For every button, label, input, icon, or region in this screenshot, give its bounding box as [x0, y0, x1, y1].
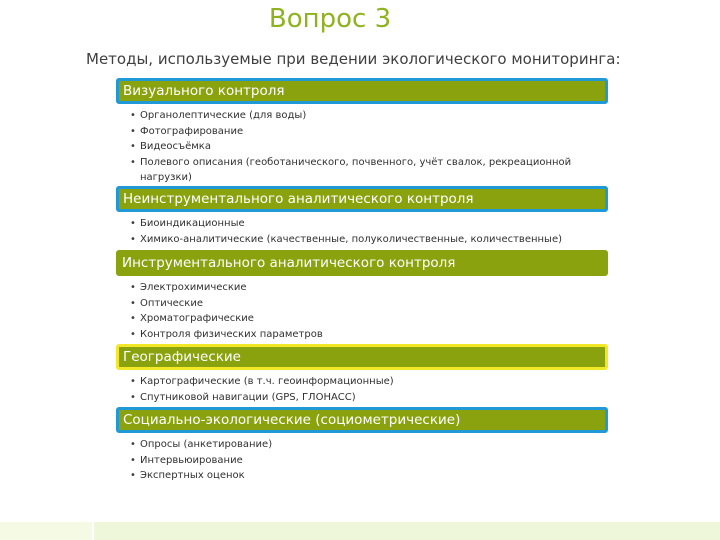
- list-item: • Полевого описания (геоботанического, почвенного, учёт свалок, рекреационной нагрузки): [130, 155, 590, 186]
- list-item: • Биоиндикационные: [130, 216, 590, 232]
- list-item: • Картографические (в т.ч. геоинформационные): [130, 374, 590, 390]
- section-socio-ecological: Социально-экологические (социометрические): [116, 407, 608, 433]
- list-item: • Интервьюирование: [130, 453, 590, 469]
- section-geographic: Географические: [116, 344, 608, 370]
- section-non-instrumental-control: Неинструментального аналитического контроля: [116, 186, 608, 212]
- list-item: • Хроматографические: [130, 311, 590, 327]
- footer-decoration: [0, 522, 720, 540]
- slide-title: Вопрос 3: [268, 4, 392, 34]
- footer-decoration-left: [0, 522, 94, 540]
- slide-subtitle: Методы, используемые при ведении экологического мониторинга:: [86, 50, 621, 68]
- list-item: • Оптические: [130, 296, 590, 312]
- section-geographic-list: [130, 374, 590, 405]
- list-item: • Электрохимические: [130, 280, 590, 296]
- list-item: • Видеосъёмка: [130, 139, 590, 155]
- section-socio-ecological-list: [130, 437, 590, 484]
- section-visual-control-list: [130, 108, 590, 186]
- list-item: • Экспертных оценок: [130, 468, 590, 484]
- section-instrumental-control: Инструментального аналитического контроля: [116, 250, 608, 276]
- section-non-instrumental-control-list: [130, 216, 590, 247]
- list-item: • Спутниковой навигации (GPS, ГЛОНАСС): [130, 390, 590, 406]
- list-item: • Контроля физических параметров: [130, 327, 590, 343]
- section-visual-control: Визуального контроля: [116, 78, 608, 104]
- section-instrumental-control-list: [130, 280, 590, 342]
- list-item: • Органолептические (для воды): [130, 108, 590, 124]
- list-item: • Опросы (анкетирование): [130, 437, 590, 453]
- list-item: • Фотографирование: [130, 124, 590, 140]
- list-item: • Химико-аналитические (качественные, полуколичественные, количественные): [130, 232, 590, 248]
